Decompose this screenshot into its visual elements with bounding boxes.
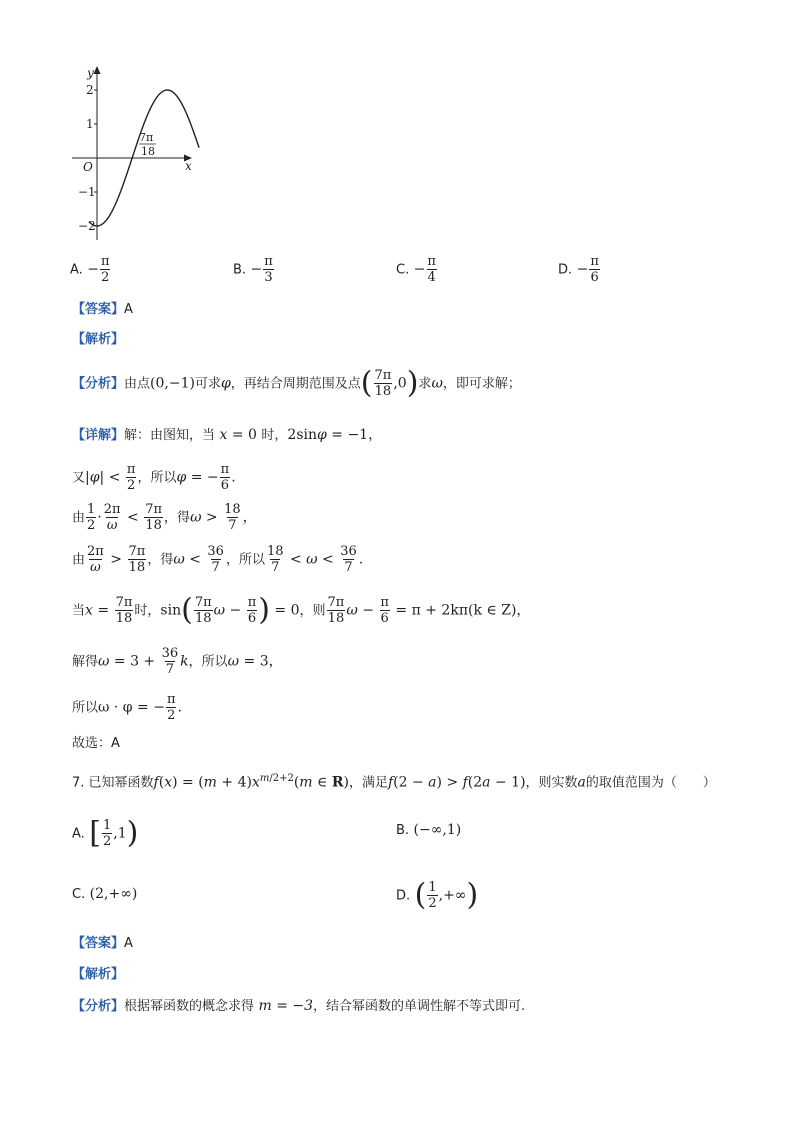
- q6-detail-line5: 当x = $\frac{7\pi}{18}$ 时，sin( $\frac{7\pi}{18}$ ω − $\frac{\pi}{6}$ ) = 0，则 $\frac{7\pi}{18}$ ω − $\frac{\pi}{6}$ = π + 2kπ(k ∈ Z)，: [72, 592, 531, 628]
- q6-option-a[interactable]: A. − $\frac{\pi}{2}$: [70, 254, 110, 285]
- q6-detail-line3: 由 $\frac{1}{2}$ · $\frac{2\pi}{\omega}$ < $\frac{7\pi}{18}$ ，得ω > $\frac{18}{7}$ ，: [72, 502, 257, 533]
- origin-label: O: [83, 160, 93, 174]
- q6-detail-line1: 【详解】解：由图知，当 x = 0 时，2sinφ = −1，: [72, 427, 383, 443]
- q6-fenxi: 【分析】由点(0,−1)可求φ，再结合周期范围及点( $\frac{7\pi}{18}$ ,0)求ω，即可求解；: [72, 365, 521, 401]
- q6-choice: 故选：A: [72, 736, 120, 751]
- y-tick-label: −2: [78, 219, 96, 233]
- q6-detail-line4: 由 $\frac{2\pi}{\omega}$ > $\frac{7\pi}{18}$ ，得ω < $\frac{36}{7}$ ，所以 $\frac{18}{7}$ < ω < $\frac{36}{7}$ .: [72, 544, 364, 575]
- zero-label-numerator: 7π: [139, 131, 154, 144]
- q7-fenxi: 【分析】根据幂函数的概念求得 m = −3，结合幂函数的单调性解不等式即可.: [72, 998, 526, 1014]
- y-axis-arrow: [94, 66, 101, 74]
- y-tick-label: 1: [86, 117, 94, 131]
- q7-option-c[interactable]: C. (2,+∞): [72, 886, 138, 902]
- q6-option-c[interactable]: C. − $\frac{\pi}{4}$: [396, 254, 436, 285]
- q6-analysis-tag: 【解析】: [72, 332, 125, 347]
- q7-stem: 7. 已知幂函数$f(x) = (m + 4)x^{m/2+2}(m$ ∈ R)，满足f(2 − a) > f(2a − 1)，则实数a的取值范围为（ ）: [72, 773, 716, 791]
- q7-analysis-tag: 【解析】: [72, 967, 125, 982]
- x-axis-label: x: [185, 159, 192, 173]
- zero-label-denominator: 18: [141, 145, 155, 158]
- y-tick-label: 2: [86, 83, 94, 97]
- q6-detail-line6: 解得ω = 3 + $\frac{36}{7}$ k，所以ω = 3，: [72, 646, 283, 677]
- q7-option-a[interactable]: A. [ $\frac{1}{2}$ ,1): [72, 815, 139, 851]
- q7-option-b[interactable]: B. (−∞,1): [396, 822, 462, 838]
- q6-answer: 【答案】A: [72, 302, 133, 317]
- q6-option-b[interactable]: B. − $\frac{\pi}{3}$: [233, 254, 273, 285]
- y-axis-label: y: [87, 66, 94, 80]
- q7-option-d[interactable]: D. ( $\frac{1}{2}$ ,+∞): [396, 877, 479, 913]
- q6-option-d[interactable]: D. − $\frac{\pi}{6}$: [558, 254, 599, 285]
- q7-answer: 【答案】A: [72, 936, 133, 951]
- sine-graph: [60, 62, 210, 242]
- q6-detail-line7: 所以ω · φ = − $\frac{\pi}{2}$ .: [72, 692, 182, 723]
- q6-detail-line2: 又|φ| < $\frac{\pi}{2}$ ，所以φ = − $\frac{\pi}{6}$ .: [72, 462, 236, 493]
- y-tick-label: −1: [78, 185, 96, 199]
